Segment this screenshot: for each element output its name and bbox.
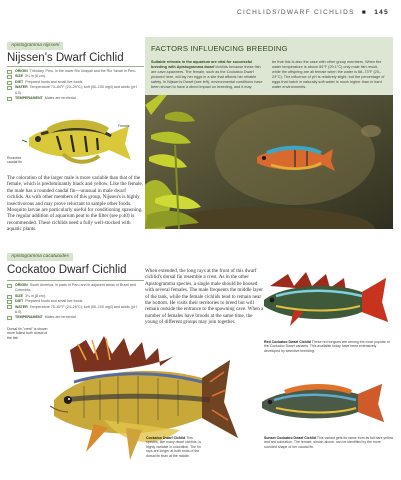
running-head-title: CICHLIDS/DWARF CICHLIDS xyxy=(237,9,355,16)
fact-bullet-icon xyxy=(7,295,12,299)
cockatoo-fact-list xyxy=(7,283,144,321)
cockatoo-fact-origin: ORIGIN South America, in parts of Peru and in adjacent areas of Brazil and Colombia. xyxy=(7,283,144,294)
fact-bullet-icon xyxy=(7,300,12,304)
running-head-bullet: ■ xyxy=(361,9,368,16)
nijssen-fact-list xyxy=(7,69,144,101)
fact-bullet-icon xyxy=(7,284,12,288)
page-number: 145 xyxy=(374,9,389,16)
nijssen-title: Nijssen's Dwarf Cichlid xyxy=(7,52,124,64)
nijssen-title-rule xyxy=(7,66,144,67)
fact-bullet-icon xyxy=(7,70,12,74)
sunset-cockatoo-photo xyxy=(254,374,396,430)
fact-bullet-icon xyxy=(7,81,12,85)
running-head xyxy=(237,9,389,16)
cockatoo-fact-water: WATER Temperature 75–82°F (24–28°C); soft (50–100 mg/l) and acidic (pH 6.0). xyxy=(7,305,144,316)
aquarium-breeding-photo xyxy=(145,95,393,229)
sunset-cockatoo-caption: Sunset Cockatoo Dwarf Cichlid This variant gets its name from its fall bars yellow and red coloration. The female, shown above, can be identified by the more rounded shape of her caudal fin. xyxy=(264,436,394,449)
fact-bullet-icon xyxy=(7,86,12,90)
fact-bullet-icon xyxy=(7,75,12,79)
cockatoo-male-photo xyxy=(34,320,254,480)
cockatoo-fact-diet: DIET Prepared foods and small live foods. xyxy=(7,299,144,304)
cockatoo-fact-size: SIZE 3¼ in (8 cm). xyxy=(7,294,144,299)
cockatoo-section-label: Apistogramma cacatuoides xyxy=(7,253,73,261)
breeding-factors-col-1: Suitable retreats in the aquarium are vital for successful breeding with Apistogramma dwarf cichlids because these fish are cave-spawners. The female, such as the Cockatoo Dwarf pictured here, will lay her eggs in a site that affords her reliable safety. In Nijssen's Dwarf (see left), environmental conditions have been shown to have a direct impact on breeding, and it may xyxy=(151,60,263,90)
red-cockatoo-caption: Red Cockatoo Dwarf Cichlid These red tongues are among the most popular of the Cockatoo Dwarf variants. This available today have been extensively developed by selective breeding. xyxy=(264,340,390,353)
rounded-caudal-label: Rounded caudal fin xyxy=(7,156,22,165)
dorsal-crest-label: Dorsal fin "crest" is shown more fullest both dorsal of the fish xyxy=(7,327,48,340)
fact-bullet-icon xyxy=(7,305,12,309)
cockatoo-body-text: When extended, the long rays at the front of this dwarf cichlid's dorsal fin resemble a crest. As in the other Apistogramma species, a single male should be housed with several females. The male frequents the middle layer of the tank, while the female cichlids tend to remain near the bottom. He visits their territories to breed but will remain outside the entrance to the spawning cave. When a number of females have broods at the same time, the young of different groups may join together. xyxy=(145,268,264,326)
cockatoo-fact-temperament: TEMPERAMENT Males are territorial. xyxy=(7,315,144,320)
nijssen-fact-water: WATER Temperature 73–84°F (23–29°C); soft (50–100 mg/l) and acidic (pH 6.0). xyxy=(7,85,144,96)
nijssen-fact-diet: DIET Prepared foods and small live foods. xyxy=(7,80,144,85)
breeding-factors-col-2: be that this is also the case with other group members. When the water temperature is above 84°F (29.1°C) only male fish result, while the offspring are all female when the water is 68–73°F (20–23°C). The influence of pH is relatively slight, but the percentage of eggs that hatch in naturally soft water is much higher than in hard water environments. xyxy=(272,60,385,90)
nijssen-fact-size: SIZE 3¼ in (8 cm). xyxy=(7,74,144,79)
nijssen-body-text: The coloration of the larger male is more variable than that of the female, which is predominantly black and yellow. Like the female, the male has a rounded caudal fin—unusual in male dwarf cichlids. As with other members of this group, Nijssen's is highly insectivorous and may prove reluctant to sample other foods. Mosquito larvae are particularly useful for conditioning spawning. The regular addition of aquarium peat to the filter (see p.40) is recommended. These cichlids need a fully well-stocked with aquatic plants. xyxy=(7,175,144,233)
female-label: Female xyxy=(118,124,130,128)
fact-bullet-icon xyxy=(7,97,12,101)
breeding-factors-heading: FACTORS INFLUENCING BREEDING xyxy=(151,44,288,53)
red-cockatoo-photo xyxy=(254,266,396,332)
male-cockatoo-caption: Cockatoo Dwarf Cichlid This species, like many dwarf cichlids, is highly variable in coloration. The fin rays are longer at both ends of the dorsal fin than at the middle. xyxy=(146,436,202,458)
nijssen-fact-origin: ORIGIN Tributary, Peru, in the lower Rio Ucayali and the Rio Yavari in Peru. xyxy=(7,69,144,74)
cockatoo-title: Cockatoo Dwarf Cichlid xyxy=(7,264,127,276)
cockatoo-title-rule xyxy=(7,280,144,281)
fact-bullet-icon xyxy=(7,316,12,320)
nijssen-section-label: Apistogramma nijsseni xyxy=(7,42,63,50)
nijssen-fact-temperament: TEMPERAMENT Males are territorial. xyxy=(7,96,144,101)
